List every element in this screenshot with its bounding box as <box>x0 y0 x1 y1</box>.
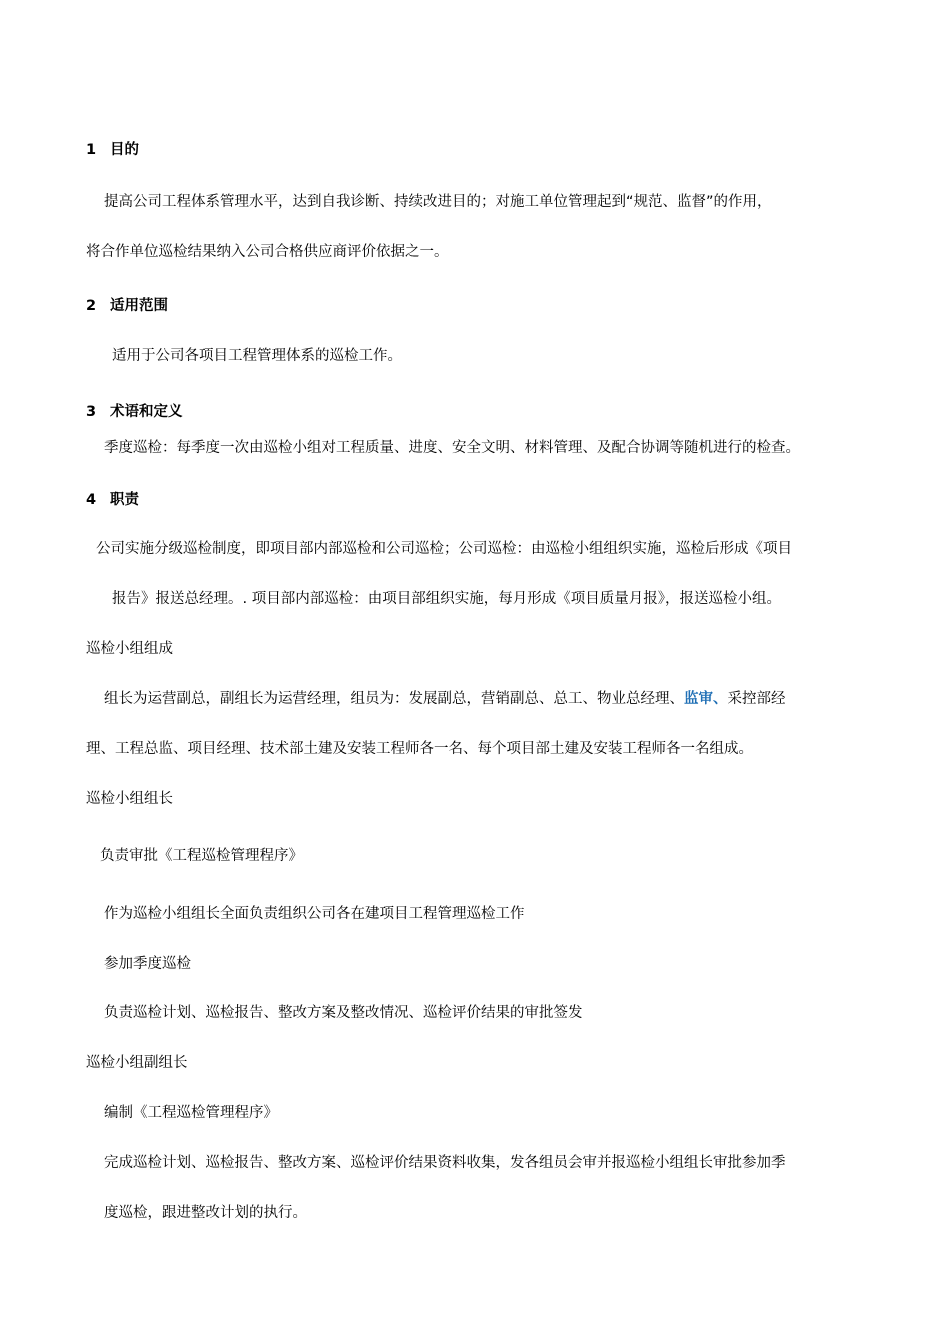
section-number: 2 <box>86 298 97 314</box>
section-title: 术语和定义 <box>110 404 183 420</box>
paragraph: 提高公司工程体系管理水平，达到自我诊断、持续改进目的；对施工单位管理起到“规范、监督”的作用， <box>104 194 772 210</box>
list-item: 负责审批《工程巡检管理程序》 <box>100 848 303 864</box>
text-run: 组长为运营副总，副组长为运营经理，组员为：发展副总，营销副总、总工、物业总经理、 <box>104 691 684 707</box>
section-heading-terms <box>86 402 183 422</box>
section-number: 1 <box>86 142 97 158</box>
subheading-team-composition: 巡检小组组成 <box>86 641 173 657</box>
section-title: 适用范围 <box>110 298 168 314</box>
section-title: 职责 <box>110 492 139 508</box>
subheading-deputy-leader: 巡检小组副组长 <box>86 1055 188 1071</box>
list-item: 度巡检，跟进整改计划的执行。 <box>104 1205 307 1221</box>
list-item: 完成巡检计划、巡检报告、整改方案、巡检评价结果资料收集，发各组员会审并报巡检小组组长审批参加季 <box>104 1155 786 1171</box>
section-heading-scope <box>86 296 168 316</box>
paragraph: 公司实施分级巡检制度，即项目部内部巡检和公司巡检；公司巡检：由巡检小组组织实施，巡检后形成《项目 <box>96 541 792 557</box>
highlighted-term: 监审、 <box>684 691 728 707</box>
paragraph: 理、工程总监、项目经理、技术部土建及安装工程师各一名、每个项目部土建及安装工程师各一名组成。 <box>86 741 753 757</box>
section-title: 目的 <box>110 142 139 158</box>
section-heading-purpose <box>86 140 139 160</box>
list-item: 编制《工程巡检管理程序》 <box>104 1105 278 1121</box>
paragraph <box>104 689 786 709</box>
section-number: 4 <box>86 492 97 508</box>
paragraph: 适用于公司各项目工程管理体系的巡检工作。 <box>112 348 402 364</box>
list-item: 参加季度巡检 <box>104 956 191 972</box>
paragraph: 季度巡检：每季度一次由巡检小组对工程质量、进度、安全文明、材料管理、及配合协调等随机进行的检查。 <box>104 440 800 456</box>
paragraph: 报告》报送总经理。. 项目部内部巡检：由项目部组织实施，每月形成《项目质量月报》，报送巡检小组。 <box>112 591 781 607</box>
list-item: 作为巡检小组组长全面负责组织公司各在建项目工程管理巡检工作 <box>104 906 525 922</box>
subheading-team-leader: 巡检小组组长 <box>86 791 173 807</box>
section-number: 3 <box>86 404 97 420</box>
section-heading-duties <box>86 490 139 510</box>
paragraph: 将合作单位巡检结果纳入公司合格供应商评价依据之一。 <box>86 244 449 260</box>
text-run: 采控部经 <box>727 691 786 707</box>
list-item: 负责巡检计划、巡检报告、整改方案及整改情况、巡检评价结果的审批签发 <box>104 1005 583 1021</box>
